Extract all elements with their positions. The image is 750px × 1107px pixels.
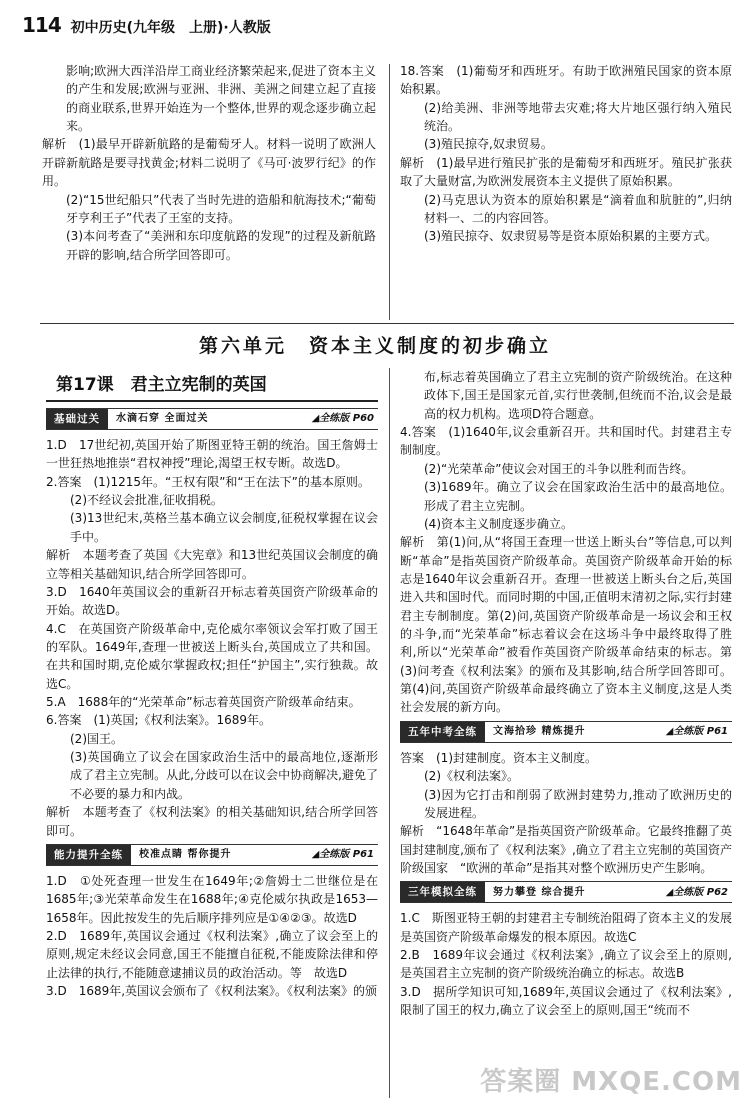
banner-ref: ◢全练版 P61	[665, 726, 728, 738]
answer-paragraph: (2)国王。	[70, 731, 123, 746]
answers-continued	[400, 368, 732, 717]
answer-paragraph: 2.答案 (1)1215年。“王权有限”和“王在法下”的基本原则。	[46, 474, 370, 489]
banner-ref: ◢全练版 P60	[311, 413, 374, 425]
answer-paragraph: 答案 (1)封建制度。资本主义制度。	[400, 750, 597, 765]
banner-basic	[46, 408, 378, 430]
column-divider	[389, 368, 390, 1098]
answer-paragraph: 解析 第(1)问,从“将国王查理一世送上断头台”等信息,可以判断“革命”是指英国资产阶级革命。英国资产阶级革命开始的标志是1640年议会重新召开。查理一世被送上断头台之后,英国进入共和国时代。而同时期的中国,正值明末清初之际,实行封建君主专制制度。第(2)问,英国资产阶级革命是一场议会和王权的斗争,而“光荣革命”标志着议会在这场斗争中最终取得了胜利,所以“光荣革命”被看作英国资产阶级革命结束的标志。第(3)问考查《权利法案》的颁布及其影响,结合所学回答即可。第(4)问,英国资产阶级革命最终确立了资本主义制度,这是人类社会发展的新方向。	[400, 535, 732, 715]
lower-right-column	[400, 368, 732, 1020]
answers-exam	[400, 749, 732, 878]
banner-motto: 水滴石穿 全面过关	[116, 413, 209, 425]
top-right-column	[400, 62, 732, 246]
banner-tag: 基础过关	[46, 409, 108, 429]
banner-motto: 文海拾珍 精炼提升	[493, 726, 586, 738]
answer-paragraph: 5.A 1688年的“光荣革命”标志着英国资产阶级革命结束。	[46, 695, 361, 710]
lesson-title: 第17课 君主立宪制的英国	[46, 372, 378, 402]
answer-paragraph: (2)马克思认为资本的原始积累是“滴着血和肮脏的”,归纳材料一、二的内容回答。	[424, 192, 732, 225]
answer-paragraph: (3)因为它打击和削弱了欧洲封建势力,推动了欧洲历史的发展进程。	[424, 787, 732, 820]
answer-paragraph: 4.答案 (1)1640年,议会重新召开。共和国时代。封建君主专制制度。	[400, 425, 732, 458]
answer-paragraph: 布,标志着英国确立了君主立宪制的资产阶级统治。在这种政体下,国王是国家元首,实行世袭制,但统而不治,议会是最高的权力机构。选项D符合题意。	[424, 370, 732, 421]
answer-paragraph: 解析 本题考查了英国《大宪章》和13世纪英国议会制度的确立等相关基础知识,结合所学回答即可。	[46, 548, 378, 581]
answer-paragraph: 影响;欧洲大西洋沿岸工商业经济繁荣起来,促进了资本主义的产生和发展;欧洲与亚洲、非洲、美洲之间建立起了直接的商业联系,世界开始连为一个整体,世界的观念逐步确立起来。	[66, 64, 376, 134]
page-header	[22, 10, 271, 36]
banner-tag: 能力提升全练	[46, 845, 131, 865]
answer-paragraph: 2.D 1689年,英国议会通过《权利法案》,确立了议会至上的原则,规定未经议会同意,国王不能擅自征税,不能废除法律和停止法律的执行,不能随意逮捕议员的政治活动。等 故选D	[46, 928, 378, 980]
unit-title: 第六单元 资本主义制度的初步确立	[198, 335, 551, 357]
banner-ref: ◢全练版 P62	[665, 886, 728, 898]
banner-tag: 三年模拟全练	[400, 882, 485, 902]
answer-paragraph: 1.D 17世纪初,英国开始了斯图亚特王朝的统治。国王詹姆士一世狂热地推崇“君权神授”理论,渴望王权专断。故选D。	[46, 438, 378, 471]
answer-paragraph: (2)“15世纪船只”代表了当时先进的造船和航海技术;“葡萄牙亨利王子”代表了王室的支持。	[66, 192, 376, 225]
banner-ability	[46, 844, 378, 866]
answer-paragraph: (3)殖民掠夺,奴隶贸易。	[424, 137, 553, 152]
answer-paragraph: 2.B 1689年议会通过《权利法案》,确立了议会至上的原则,是英国君主立宪制的资产阶级统治确立的标志。故选B	[400, 948, 732, 981]
answer-paragraph: 4.C 在英国资产阶级革命中,克伦威尔率领议会军打败了国王的军队。1649年,查理一世被送上断头台,英国成立了共和国。在共和国时期,克伦威尔掌握政权;担任“护国主”,实行独裁。故选C。	[46, 621, 378, 691]
banner-motto: 校准点睛 帮你提升	[139, 849, 232, 861]
answer-paragraph: (2)不经议会批准,征收捐税。	[70, 493, 223, 508]
answer-paragraph: 6.答案 (1)英国;《权利法案》。1689年。	[46, 713, 272, 728]
top-left-column	[42, 62, 376, 264]
column-divider	[389, 64, 390, 320]
banner-motto: 努力攀登 综合提升	[493, 886, 586, 898]
answer-paragraph: (2)“光荣革命”使议会对国王的斗争以胜利而告终。	[424, 461, 694, 476]
banner-exam	[400, 721, 732, 743]
answer-paragraph: (3)13世纪末,英格兰基本确立议会制度,征税权掌握在议会手中。	[70, 511, 378, 544]
banner-mock	[400, 881, 732, 903]
answer-paragraph: 18.答案 (1)葡萄牙和西班牙。有助于欧洲殖民国家的资本原始积累。	[400, 64, 732, 97]
answer-paragraph: 解析 “1648年革命”是指英国资产阶级革命。它最终推翻了英国封建制度,颁布了《权利法案》,确立了君主立宪制的英国资产阶级国家 “欧洲的革命”是指其对整个欧洲历史产生影响。	[400, 824, 732, 875]
answer-paragraph: (4)资本主义制度逐步确立。	[424, 516, 573, 531]
answer-paragraph: 3.D 据所学知识可知,1689年,英国议会通过了《权利法案》,限制了国王的权力,确立了议会至上的原则,国王“统而不	[400, 984, 732, 1018]
answer-paragraph: 3.D 1689年,英国议会颁布了《权利法案》。《权利法案》的颁	[46, 984, 378, 999]
answers-ability	[46, 872, 378, 1001]
answer-paragraph: 解析 本题考查了《权利法案》的相关基础知识,结合所学回答即可。	[46, 805, 378, 838]
answer-paragraph: (2)给美洲、非洲等地带去灾难;将大片地区强行纳入殖民统治。	[424, 100, 732, 134]
answer-paragraph: 解析 (1)最早进行殖民扩张的是葡萄牙和西班牙。殖民扩张获取了大量财富,为欧洲发展资本主义提供了原始积累。	[400, 155, 732, 189]
banner-ref: ◢全练版 P61	[311, 849, 374, 861]
site-watermark: 答案圈 MXQE.COM	[480, 1067, 742, 1098]
answer-paragraph: (3)英国确立了议会在国家政治生活中的最高地位,逐渐形成了君主立宪制。从此,分歧可以在议会中协商解决,避免了不必要的暴力和内战。	[70, 750, 378, 801]
answer-paragraph: 3.D 1640年英国议会的重新召开标志着英国资产阶级革命的开始。故选D。	[46, 584, 378, 618]
answer-paragraph: (3)本问考查了“美洲和东印度航路的发现”的过程及新航路开辟的影响,结合所学回答即可。	[66, 229, 376, 262]
answer-paragraph: 1.D ①处死查理一世发生在1649年;②詹姆士二世继位是在1685年;③光荣革命发生在1688年;④克伦威尔执政是1653—1658年。因此按发生的先后顺序排列应是①④②③。故选D	[46, 873, 378, 925]
section-divider	[40, 323, 734, 324]
page-number: 114	[22, 13, 61, 37]
banner-tag: 五年中考全练	[400, 722, 485, 742]
book-title: 初中历史(九年级 上册)·人教版	[70, 20, 271, 36]
lower-left-column	[46, 372, 378, 1000]
answer-paragraph: (2)《权利法案》。	[424, 769, 519, 784]
answer-paragraph: (3)殖民掠夺、奴隶贸易等是资本原始积累的主要方式。	[424, 229, 718, 244]
answers-basic	[46, 436, 378, 840]
answer-paragraph: 解析 (1)最早开辟新航路的是葡萄牙人。材料一说明了欧洲人开辟新航路是要寻找黄金;材料二说明了《马可·波罗行纪》的作用。	[42, 137, 376, 189]
answer-paragraph: (3)1689年。确立了议会在国家政治生活中的最高地位。形成了君主立宪制。	[424, 480, 732, 513]
answer-paragraph: 1.C 斯图亚特王朝的封建君主专制统治阻碍了资本主义的发展是英国资产阶级革命爆发的根本原因。故选C	[400, 911, 732, 944]
answers-mock	[400, 909, 732, 1019]
